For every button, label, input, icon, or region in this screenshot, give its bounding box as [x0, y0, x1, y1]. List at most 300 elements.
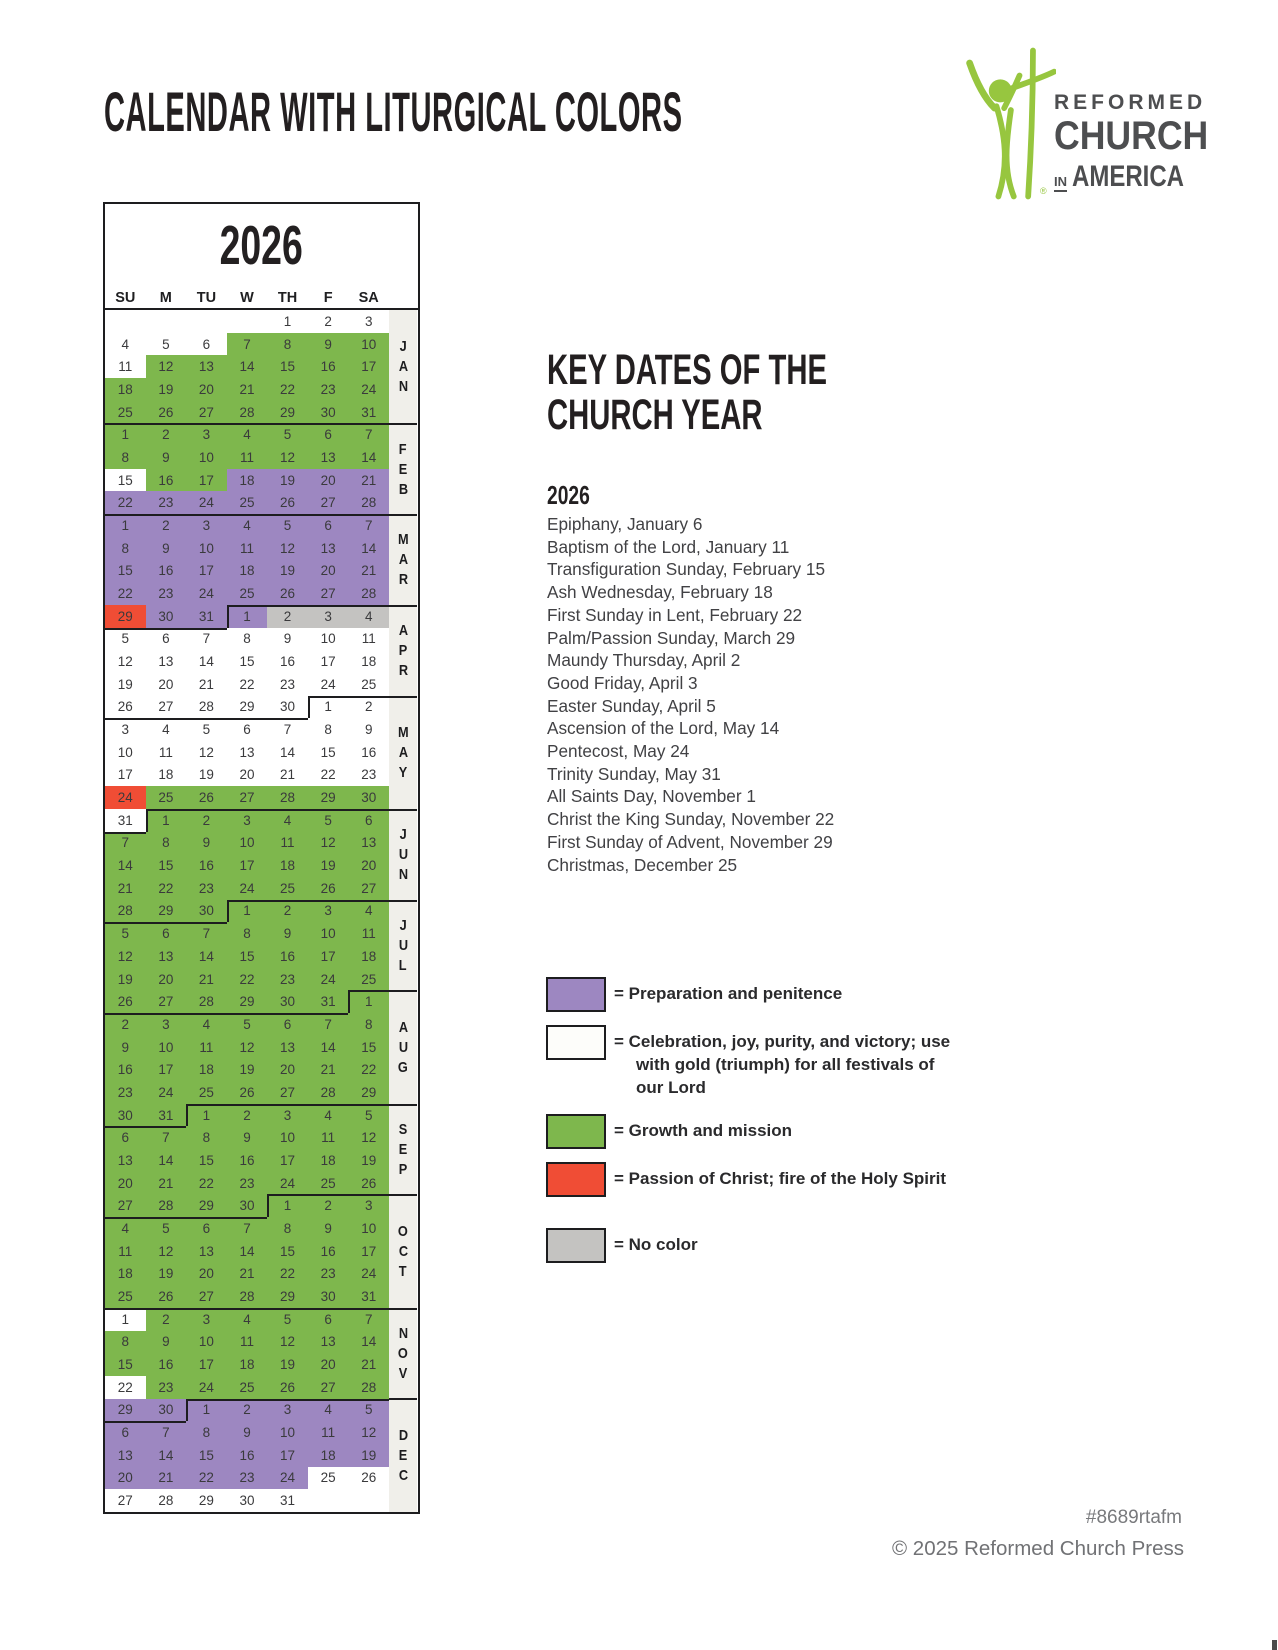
day-cell: 5 [105, 628, 146, 651]
day-cell: 26 [146, 1285, 187, 1308]
day-cell: 28 [146, 1489, 187, 1512]
day-cell: 27 [308, 1376, 349, 1399]
day-cell: 5 [348, 1399, 389, 1422]
day-cell: 31 [348, 401, 389, 424]
day-cell: 12 [105, 650, 146, 673]
day-cell: 23 [267, 968, 308, 991]
weekday-label: F [323, 290, 333, 306]
day-cell: 28 [267, 786, 308, 809]
day-cell: 1 [348, 990, 389, 1013]
day-cell: 7 [146, 1421, 187, 1444]
day-cell: 22 [227, 968, 268, 991]
day-cell: 13 [105, 1444, 146, 1467]
day-cell: 20 [348, 854, 389, 877]
day-cell: 6 [186, 333, 227, 356]
day-cell: 13 [348, 832, 389, 855]
day-cell: 30 [348, 786, 389, 809]
month-letter: N [398, 866, 408, 884]
day-cell: 14 [308, 1036, 349, 1059]
day-cell: 22 [105, 1376, 146, 1399]
day-cell: 27 [186, 1285, 227, 1308]
day-cell: 22 [267, 1263, 308, 1286]
day-cell: 26 [308, 877, 349, 900]
day-cell: 17 [146, 1058, 187, 1081]
day-cell: 27 [227, 786, 268, 809]
month-letter: S [398, 1121, 408, 1139]
day-cell: 28 [348, 1376, 389, 1399]
day-cell: 15 [267, 1240, 308, 1263]
legend-label: = Preparation and penitence [614, 984, 843, 1003]
day-cell: 1 [267, 310, 308, 333]
month-letter: C [398, 1467, 408, 1485]
day-cell: 17 [227, 854, 268, 877]
day-cell: 9 [348, 718, 389, 741]
day-cell: 21 [348, 1353, 389, 1376]
month-label-aug [389, 990, 417, 1103]
month-label-oct [389, 1194, 417, 1307]
day-cell: 11 [348, 628, 389, 651]
month-letter: T [399, 1263, 407, 1281]
day-cell: 7 [348, 423, 389, 446]
item-code: #8689rtafm [1085, 1507, 1182, 1528]
day-cell: 30 [308, 401, 349, 424]
day-cell: 24 [267, 1172, 308, 1195]
day-cell: 12 [267, 537, 308, 560]
day-cell: 7 [348, 514, 389, 537]
day-cell: 4 [186, 1013, 227, 1036]
day-cell: 19 [105, 673, 146, 696]
day-cell: 11 [227, 1331, 268, 1354]
day-cell: 10 [267, 1421, 308, 1444]
day-cell: 29 [348, 1081, 389, 1104]
month-letter: E [398, 460, 408, 478]
weekday-label: TU [196, 290, 217, 306]
day-cell: 3 [186, 1308, 227, 1331]
key-dates-heading: KEY DATES OF THE CHURCH YEAR [547, 346, 827, 439]
key-date-item: Trinity Sunday, May 31 [547, 763, 721, 784]
day-cell: 8 [146, 832, 187, 855]
key-date-item: Baptism of the Lord, January 11 [547, 536, 790, 557]
day-cell: 12 [348, 1126, 389, 1149]
day-cell: 8 [186, 1421, 227, 1444]
key-date-item: All Saints Day, November 1 [547, 786, 756, 807]
rca-cross-figure-icon [960, 46, 1056, 201]
day-cell: 8 [267, 333, 308, 356]
key-date-item: Pentecost, May 24 [547, 741, 690, 762]
day-cell: 20 [186, 378, 227, 401]
day-cell: 30 [227, 1489, 268, 1512]
day-cell: 20 [146, 673, 187, 696]
day-cell: 30 [267, 696, 308, 719]
day-cell: 1 [146, 809, 187, 832]
key-date-item: Ash Wednesday, February 18 [547, 582, 773, 603]
day-cell: 23 [348, 764, 389, 787]
day-cell: 15 [105, 469, 146, 492]
day-cell: 2 [308, 310, 349, 333]
day-cell: 3 [267, 1399, 308, 1422]
day-cell: 31 [267, 1489, 308, 1512]
day-cell: 9 [146, 1331, 187, 1354]
day-cell: 17 [267, 1444, 308, 1467]
month-letter: C [398, 1243, 408, 1261]
weekday-label: SA [358, 290, 379, 306]
legend-item-red [546, 1162, 966, 1228]
day-cell: 9 [267, 922, 308, 945]
color-legend [546, 977, 966, 1268]
day-cell: 6 [308, 423, 349, 446]
day-cell: 4 [348, 900, 389, 923]
day-cell: 26 [227, 1081, 268, 1104]
month-letter: J [399, 826, 407, 844]
legend-swatch-white [546, 1025, 606, 1060]
month-letter: V [398, 1365, 408, 1383]
day-cell: 21 [105, 877, 146, 900]
day-cell: 17 [186, 1353, 227, 1376]
key-date-item: First Sunday in Lent, February 22 [547, 604, 803, 625]
day-cell: 16 [227, 1149, 268, 1172]
month-letter: A [398, 744, 408, 762]
logo-in-label: IN [1054, 174, 1067, 192]
month-letter: F [399, 440, 407, 458]
month-letter: R [398, 571, 408, 589]
day-cell: 2 [227, 1399, 268, 1422]
day-cell: 7 [186, 628, 227, 651]
day-cell: 17 [308, 650, 349, 673]
month-label-dec [389, 1398, 417, 1511]
day-cell: 27 [348, 877, 389, 900]
day-cell: 13 [308, 446, 349, 469]
day-cell: 2 [146, 423, 187, 446]
liturgical-calendar [103, 202, 420, 1514]
month-letter: M [397, 531, 409, 549]
day-cell: 1 [186, 1104, 227, 1127]
day-cell: 9 [308, 333, 349, 356]
day-cell: 29 [105, 1399, 146, 1422]
day-cell: 9 [227, 1126, 268, 1149]
day-cell: 25 [267, 877, 308, 900]
day-cell: 9 [146, 537, 187, 560]
month-letter: U [398, 936, 408, 954]
day-cell: 8 [186, 1126, 227, 1149]
day-cell: 18 [105, 1263, 146, 1286]
day-cell: 13 [186, 355, 227, 378]
day-cell: 26 [186, 786, 227, 809]
day-cell: 4 [227, 423, 268, 446]
month-letter: Y [398, 764, 408, 782]
day-cell: 24 [186, 491, 227, 514]
day-cell: 21 [348, 469, 389, 492]
day-cell: 19 [348, 1149, 389, 1172]
day-cell: 20 [146, 968, 187, 991]
day-cell: 31 [186, 605, 227, 628]
day-cell: 23 [227, 1467, 268, 1490]
day-cell: 13 [227, 741, 268, 764]
month-letter: L [399, 956, 407, 974]
month-label-jul [389, 900, 417, 991]
day-cell: 23 [308, 378, 349, 401]
day-cell: 24 [308, 968, 349, 991]
day-cell: 24 [105, 786, 146, 809]
day-cell: 26 [267, 582, 308, 605]
day-cell: 12 [348, 1421, 389, 1444]
day-cell: 25 [348, 968, 389, 991]
day-cell: 1 [267, 1194, 308, 1217]
day-cell: 22 [267, 378, 308, 401]
day-cell: 10 [267, 1126, 308, 1149]
day-cell: 22 [186, 1172, 227, 1195]
day-cell: 14 [348, 446, 389, 469]
day-cell: 22 [105, 582, 146, 605]
day-cell: 2 [105, 1013, 146, 1036]
day-cell: 25 [308, 1467, 349, 1490]
day-cell: 6 [267, 1013, 308, 1036]
day-cell: 23 [267, 673, 308, 696]
day-cell: 24 [348, 1263, 389, 1286]
day-cell: 1 [186, 1399, 227, 1422]
weekday-label: M [159, 290, 172, 306]
day-cell: 4 [227, 1308, 268, 1331]
month-letter: B [398, 480, 408, 498]
day-cell: 13 [267, 1036, 308, 1059]
day-cell: 14 [227, 1240, 268, 1263]
month-letter: A [398, 357, 408, 375]
day-cell: 21 [186, 968, 227, 991]
key-dates-list [547, 513, 1007, 876]
day-cell: 28 [146, 1194, 187, 1217]
logo-line-in-america [1054, 160, 1227, 194]
day-cell: 21 [227, 378, 268, 401]
day-cell: 1 [308, 696, 349, 719]
blank-cell [348, 1489, 389, 1512]
day-cell: 14 [348, 537, 389, 560]
day-cell: 5 [308, 809, 349, 832]
day-cell: 15 [227, 945, 268, 968]
day-cell: 17 [186, 559, 227, 582]
blank-cell [308, 1489, 349, 1512]
day-cell: 13 [186, 1240, 227, 1263]
day-cell: 3 [308, 900, 349, 923]
day-cell: 18 [227, 469, 268, 492]
day-cell: 11 [146, 741, 187, 764]
day-cell: 2 [186, 809, 227, 832]
month-strip [389, 310, 417, 1512]
calendar-year: 2026 [219, 214, 304, 276]
day-cell: 1 [227, 900, 268, 923]
day-cell: 20 [186, 1263, 227, 1286]
day-cell: 11 [105, 1240, 146, 1263]
day-cell: 1 [105, 514, 146, 537]
day-cell: 5 [267, 514, 308, 537]
day-cell: 18 [308, 1149, 349, 1172]
day-cell: 31 [348, 1285, 389, 1308]
day-cell: 15 [227, 650, 268, 673]
weekday-label: W [240, 290, 254, 306]
day-cell: 15 [186, 1149, 227, 1172]
day-cell: 15 [105, 559, 146, 582]
legend-item-white [546, 1025, 966, 1114]
day-cell: 14 [267, 741, 308, 764]
day-cell: 27 [308, 491, 349, 514]
day-cell: 29 [105, 605, 146, 628]
day-cell: 12 [186, 741, 227, 764]
day-cell: 15 [105, 1353, 146, 1376]
day-cell: 7 [146, 1126, 187, 1149]
day-cell: 16 [146, 469, 187, 492]
day-cell: 16 [348, 741, 389, 764]
day-cell: 28 [227, 401, 268, 424]
day-cell: 18 [308, 1444, 349, 1467]
legend-label: = Passion of Christ; fire of the Holy Spirit [614, 1169, 947, 1188]
day-cell: 16 [146, 559, 187, 582]
day-cell: 5 [227, 1013, 268, 1036]
day-cell: 11 [227, 537, 268, 560]
day-cell: 2 [227, 1104, 268, 1127]
day-cell: 17 [348, 355, 389, 378]
legend-item-green [546, 1114, 966, 1162]
day-cell: 6 [308, 514, 349, 537]
day-cell: 9 [227, 1421, 268, 1444]
day-cell: 14 [227, 355, 268, 378]
day-cell: 11 [267, 832, 308, 855]
day-cell: 30 [105, 1104, 146, 1127]
day-cell: 9 [146, 446, 187, 469]
day-cell: 4 [267, 809, 308, 832]
key-date-item: Ascension of the Lord, May 14 [547, 718, 780, 739]
day-cell: 12 [227, 1036, 268, 1059]
day-cell: 7 [227, 333, 268, 356]
day-cell: 14 [146, 1444, 187, 1467]
day-cell: 24 [348, 378, 389, 401]
day-cell: 27 [146, 696, 187, 719]
day-cell: 25 [227, 1376, 268, 1399]
day-cell: 9 [267, 628, 308, 651]
day-cell: 20 [267, 1058, 308, 1081]
day-cell: 23 [227, 1172, 268, 1195]
day-cell: 29 [227, 990, 268, 1013]
day-cell: 10 [348, 1217, 389, 1240]
day-cell: 9 [308, 1217, 349, 1240]
day-cell: 7 [267, 718, 308, 741]
month-letter: U [398, 1038, 408, 1056]
day-cell: 9 [186, 832, 227, 855]
month-letter: E [398, 1141, 408, 1159]
day-cell: 26 [267, 1376, 308, 1399]
month-letter: E [398, 1447, 408, 1465]
day-cell: 13 [308, 537, 349, 560]
legend-label: = No color [614, 1235, 698, 1254]
day-cell: 30 [146, 605, 187, 628]
weekday-label: TH [277, 290, 298, 306]
day-cell: 4 [146, 718, 187, 741]
day-cell: 29 [146, 900, 187, 923]
day-cell: 9 [105, 1036, 146, 1059]
month-letter: D [398, 1427, 408, 1445]
day-cell: 28 [186, 696, 227, 719]
day-cell: 6 [186, 1217, 227, 1240]
day-cell: 19 [267, 559, 308, 582]
month-letter: N [398, 377, 408, 395]
day-cell: 26 [105, 990, 146, 1013]
month-letter: U [398, 846, 408, 864]
logo-america-label: AMERICA [1072, 159, 1184, 193]
day-cell: 25 [348, 673, 389, 696]
day-cell: 5 [267, 1308, 308, 1331]
day-cell: 30 [308, 1285, 349, 1308]
day-cell: 11 [105, 355, 146, 378]
key-date-item: Epiphany, January 6 [547, 514, 703, 534]
day-cell: 15 [348, 1036, 389, 1059]
day-cell: 4 [308, 1399, 349, 1422]
day-cell: 22 [308, 764, 349, 787]
day-cell: 27 [308, 582, 349, 605]
day-cell: 5 [146, 1217, 187, 1240]
day-cell: 12 [267, 446, 308, 469]
day-cell: 24 [267, 1467, 308, 1490]
day-cell: 24 [146, 1081, 187, 1104]
page-corner-mark [1272, 1640, 1277, 1650]
day-cell: 20 [227, 764, 268, 787]
day-cell: 12 [146, 355, 187, 378]
day-cell: 3 [105, 718, 146, 741]
rca-logo [960, 46, 1209, 201]
day-cell: 10 [186, 537, 227, 560]
day-cell: 16 [308, 355, 349, 378]
day-cell: 8 [267, 1217, 308, 1240]
day-cell: 15 [186, 1444, 227, 1467]
day-cell: 15 [267, 355, 308, 378]
month-letter: R [398, 662, 408, 680]
day-cell: 10 [146, 1036, 187, 1059]
blank-cell [146, 310, 187, 333]
day-cell: 23 [146, 582, 187, 605]
day-cell: 30 [146, 1399, 187, 1422]
month-letter: P [398, 642, 408, 660]
month-letter: A [398, 1018, 408, 1036]
day-cell: 3 [227, 809, 268, 832]
rca-logo-text [1054, 46, 1227, 201]
day-cell: 28 [308, 1081, 349, 1104]
day-cell: 23 [308, 1263, 349, 1286]
day-cell: 6 [227, 718, 268, 741]
day-cell: 23 [186, 877, 227, 900]
day-cell: 10 [227, 832, 268, 855]
day-cell: 14 [186, 945, 227, 968]
day-cell: 5 [105, 922, 146, 945]
legend-swatch-green [546, 1114, 606, 1149]
month-label-feb [389, 423, 417, 514]
day-cell: 18 [227, 559, 268, 582]
day-cell: 13 [105, 1149, 146, 1172]
day-cell: 29 [267, 1285, 308, 1308]
day-cell: 16 [146, 1353, 187, 1376]
day-cell: 10 [186, 1331, 227, 1354]
day-cell: 3 [267, 1104, 308, 1127]
day-cell: 27 [267, 1081, 308, 1104]
day-cell: 15 [146, 854, 187, 877]
day-cell: 12 [146, 1240, 187, 1263]
key-date-item: Transfiguration Sunday, February 15 [547, 559, 826, 580]
legend-swatch-red [546, 1162, 606, 1197]
day-cell: 17 [348, 1240, 389, 1263]
key-date-item: Christ the King Sunday, November 22 [547, 809, 835, 830]
day-cell: 13 [146, 945, 187, 968]
day-cell: 25 [227, 491, 268, 514]
day-cell: 26 [348, 1467, 389, 1490]
day-cell: 20 [308, 1353, 349, 1376]
day-cell: 2 [267, 605, 308, 628]
month-label-jun [389, 809, 417, 900]
day-cell: 2 [348, 696, 389, 719]
